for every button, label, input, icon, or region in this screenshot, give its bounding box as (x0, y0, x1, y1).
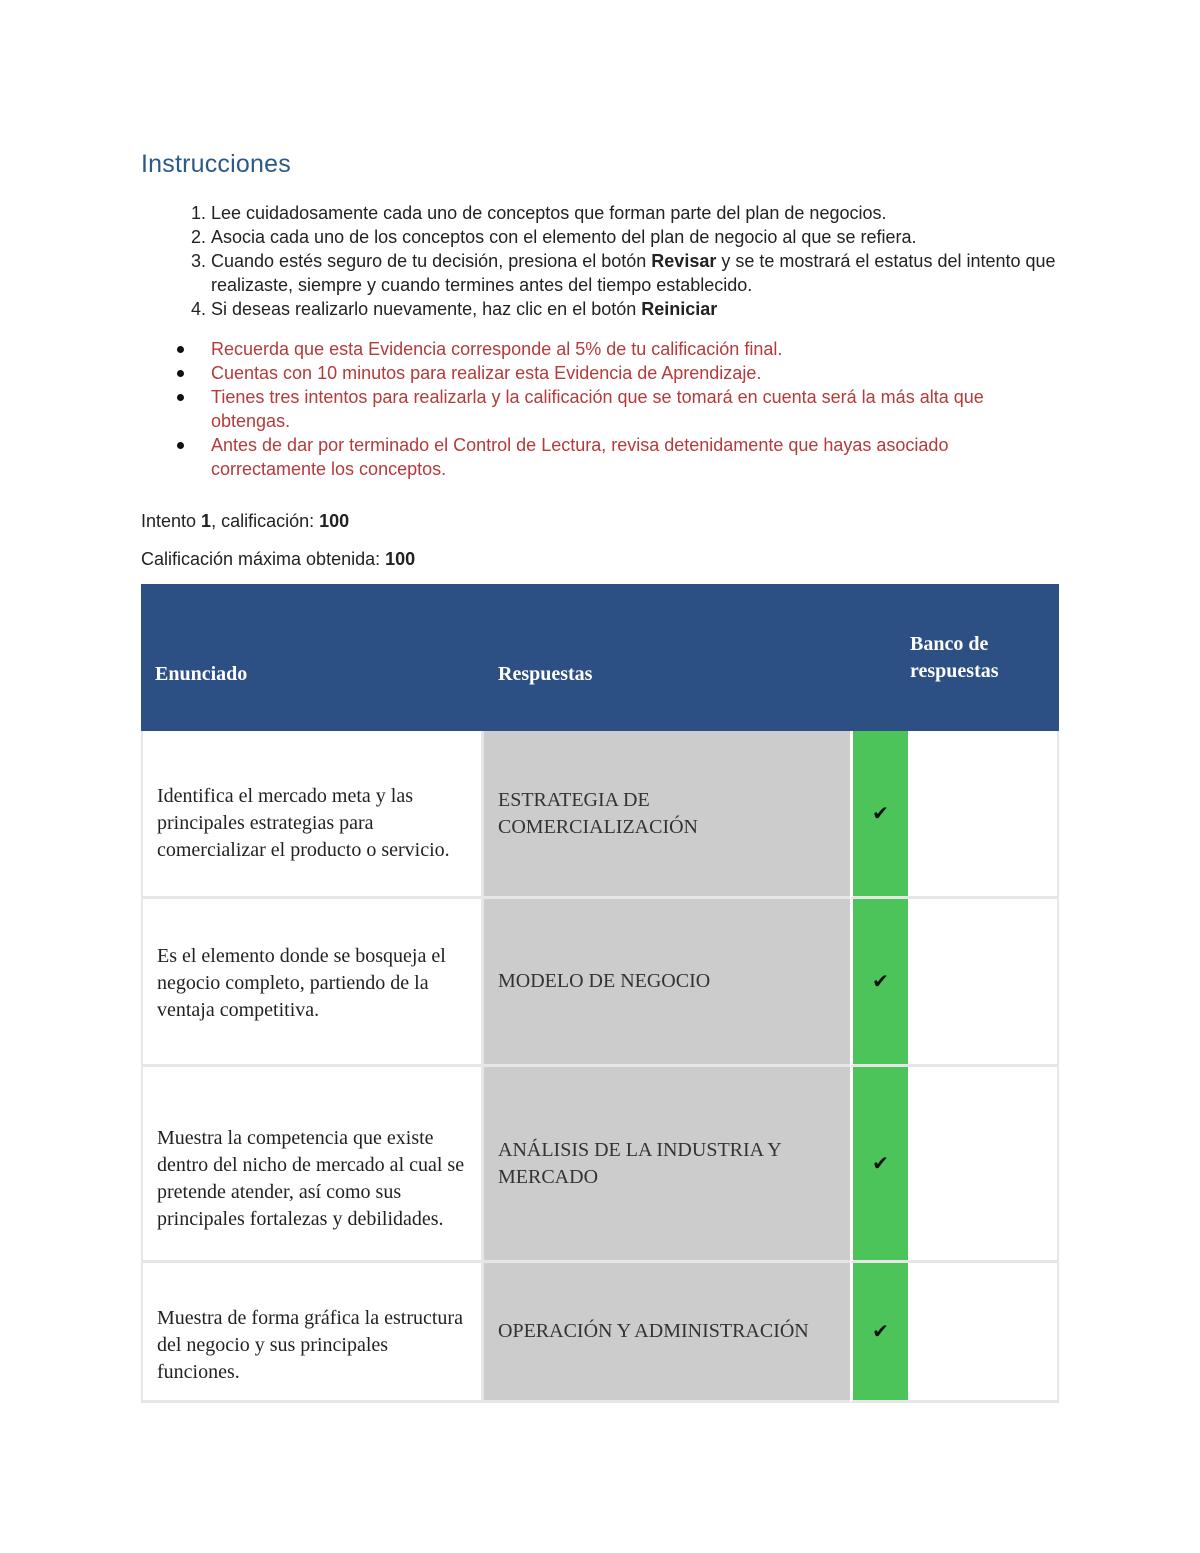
attempt-label: Intento (141, 511, 202, 531)
header-enunciado: Enunciado (141, 584, 484, 731)
table-row (141, 731, 1059, 899)
answer-bank-cell[interactable] (908, 1067, 1059, 1263)
attempt-sep: , calificación: (211, 511, 320, 531)
revisar-label: Revisar (651, 251, 717, 271)
answer-bank-cell[interactable] (908, 731, 1059, 899)
attempt-number: 1 (201, 511, 212, 531)
table-row (141, 899, 1059, 1067)
header-spacer (850, 584, 908, 731)
instruction-steps (141, 201, 1059, 321)
note-item: Antes de dar por terminado el Control de Lectura, revisa detenidamente que hayas asociado correctamente los conceptos. (211, 433, 1059, 481)
table-row (141, 1263, 1059, 1403)
check-icon: ✔ (850, 1263, 908, 1403)
page-title: Instrucciones (141, 150, 291, 178)
notes-list (141, 337, 1059, 481)
document-page (141, 150, 1059, 1403)
max-score-value: 100 (385, 549, 416, 569)
step-item (211, 297, 1059, 321)
answer-bank-cell[interactable] (908, 1263, 1059, 1403)
enunciado-cell: Es el elemento donde se bosqueja el negocio completo, partiendo de la ventaja competitiva. (141, 899, 484, 1067)
note-item: Recuerda que esta Evidencia corresponde al 5% de tu calificación final. (211, 337, 1059, 361)
step-text: Lee cuidadosamente cada uno de conceptos que forman parte del plan de negocios. (211, 203, 887, 223)
answer-drop-zone[interactable]: ANÁLISIS DE LA INDUSTRIA Y MERCADO (484, 1067, 850, 1263)
reiniciar-label: Reiniciar (641, 299, 718, 319)
step-text: y se te mostrará el estatus del intento que realizaste, siempre y cuando termines antes del tiempo establecido. (211, 251, 1056, 295)
enunciado-cell: Muestra de forma gráfica la estructura del negocio y sus principales funciones. (141, 1263, 484, 1403)
check-icon: ✔ (850, 731, 908, 899)
answers-table (141, 584, 1059, 1403)
step-text: Asocia cada uno de los conceptos con el elemento del plan de negocio al que se refiera. (211, 227, 917, 247)
table-row (141, 1067, 1059, 1263)
table-header-row (141, 584, 1059, 731)
enunciado-cell: Identifica el mercado meta y las principales estrategias para comercializar el producto o servicio. (141, 731, 484, 899)
header-respuestas: Respuestas (484, 584, 850, 731)
answer-drop-zone[interactable]: ESTRATEGIA DE COMERCIALIZACIÓN (484, 731, 850, 899)
step-item (211, 201, 1059, 225)
check-icon: ✔ (850, 1067, 908, 1263)
check-icon: ✔ (850, 899, 908, 1067)
attempt-score (141, 509, 1059, 533)
step-text: Cuando estés seguro de tu decisión, presiona el botón (211, 251, 652, 271)
answer-bank-cell[interactable] (908, 899, 1059, 1067)
step-item (211, 225, 1059, 249)
header-banco: Banco de respuestas (908, 584, 1059, 731)
enunciado-cell: Muestra la competencia que existe dentro del nicho de mercado al cual se pretende atender, así como sus principales fortalezas y debilidades. (141, 1067, 484, 1263)
answer-drop-zone[interactable]: OPERACIÓN Y ADMINISTRACIÓN (484, 1263, 850, 1403)
note-item: Cuentas con 10 minutos para realizar esta Evidencia de Aprendizaje. (211, 361, 1059, 385)
step-text: Si deseas realizarlo nuevamente, haz clic en el botón (211, 299, 642, 319)
max-score-label: Calificación máxima obtenida: (141, 549, 386, 569)
max-score (141, 547, 1059, 571)
step-item (211, 249, 1059, 297)
note-item: Tienes tres intentos para realizarla y la calificación que se tomará en cuenta será la más alta que obtengas. (211, 385, 1059, 433)
attempt-score-value: 100 (319, 511, 350, 531)
answer-drop-zone[interactable]: MODELO DE NEGOCIO (484, 899, 850, 1067)
